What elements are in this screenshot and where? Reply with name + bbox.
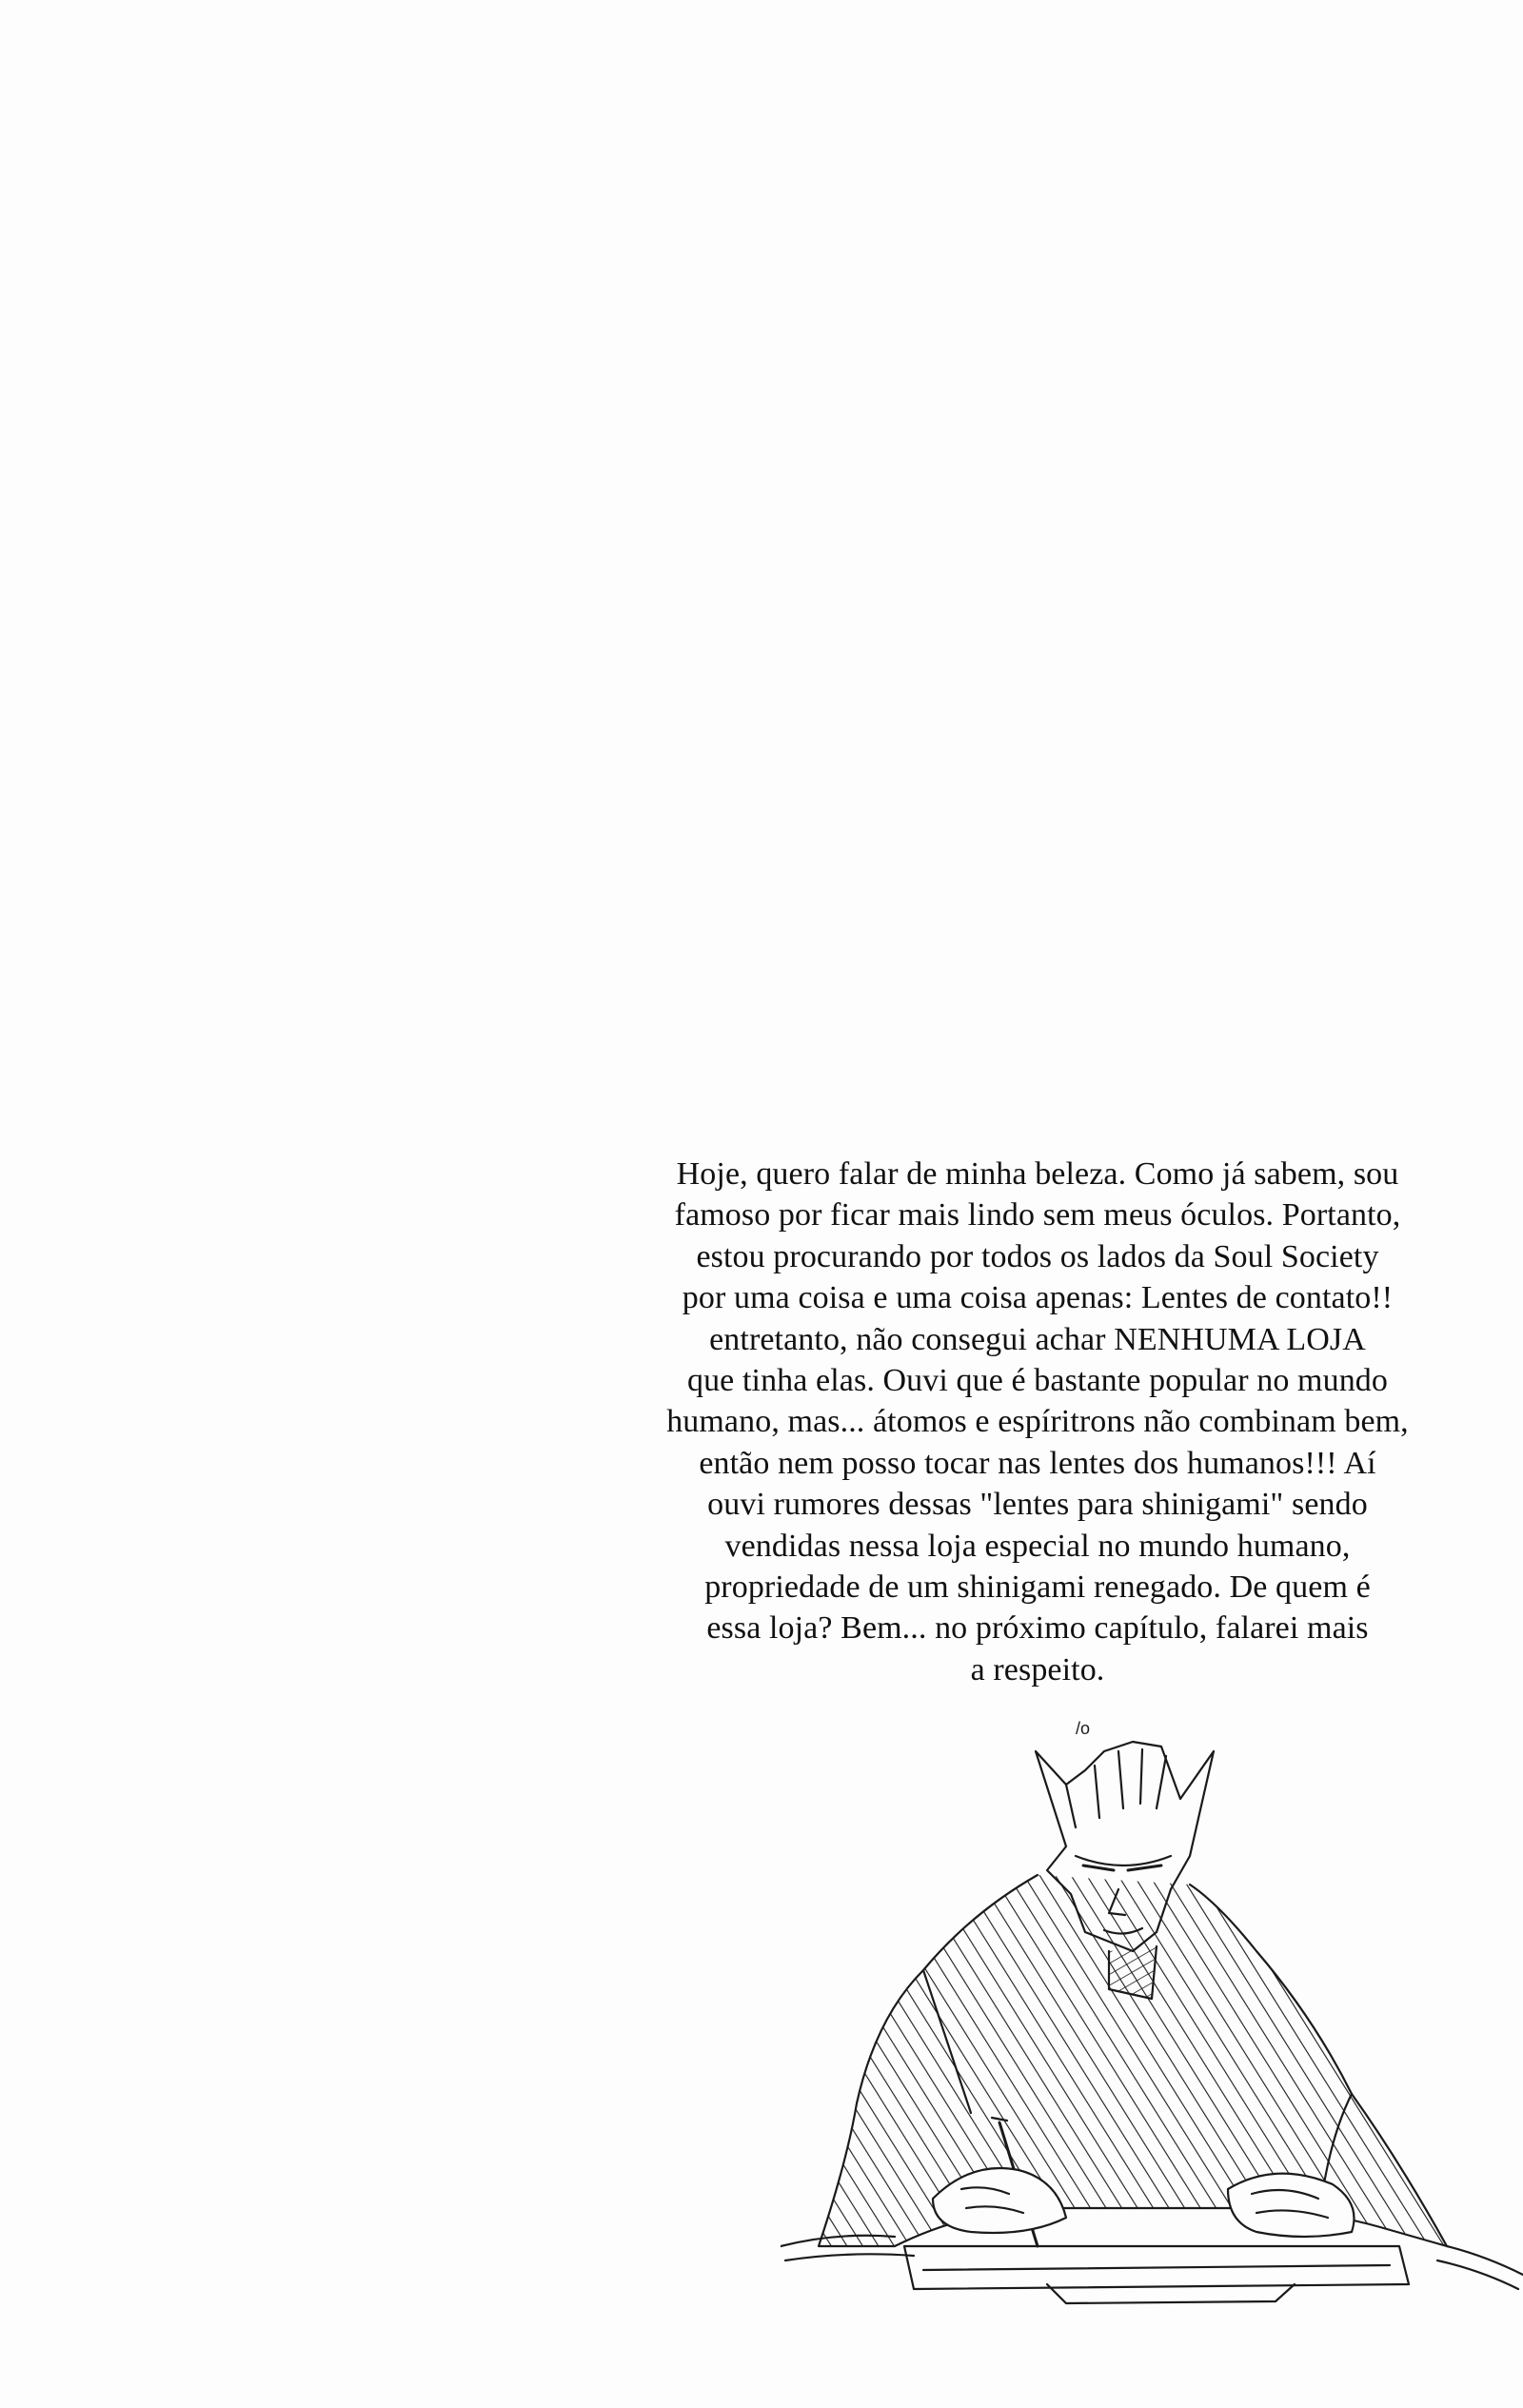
text-line-9: ouvi rumores dessas "lentes para shinigami" sendo <box>707 1487 1368 1523</box>
text-line-10: vendidas nessa loja especial no mundo humano, <box>724 1528 1351 1564</box>
text-line-13: a respeito. <box>970 1651 1105 1688</box>
sketch-figure-writing-icon <box>781 1713 1523 2322</box>
text-line-7: humano, mas... átomos e espíritrons não combinam bem, <box>666 1404 1409 1440</box>
text-line-3: estou procurando por todos os lados da Soul Society <box>696 1238 1379 1274</box>
scribble-text: /o <box>1076 1719 1091 1738</box>
text-line-5: entretanto, não consegui achar NENHUMA LOJA <box>709 1321 1366 1357</box>
text-line-12: essa loja? Bem... no próximo capítulo, falarei mais <box>706 1610 1369 1647</box>
text-line-2: famoso por ficar mais lindo sem meus óculos. Portanto, <box>674 1197 1401 1234</box>
text-line-8: então nem posso tocar nas lentes dos humanos!!! Aí <box>699 1445 1376 1481</box>
text-line-11: propriedade de um shinigami renegado. De quem é <box>704 1569 1371 1606</box>
author-note-text <box>628 1154 1447 1690</box>
text-line-4: por uma coisa e uma coisa apenas: Lentes de contato!! <box>682 1280 1394 1316</box>
text-line-6: que tinha elas. Ouvi que é bastante popular no mundo <box>686 1363 1389 1399</box>
text-line-1: Hoje, quero falar de minha beleza. Como já sabem, sou <box>676 1156 1399 1192</box>
